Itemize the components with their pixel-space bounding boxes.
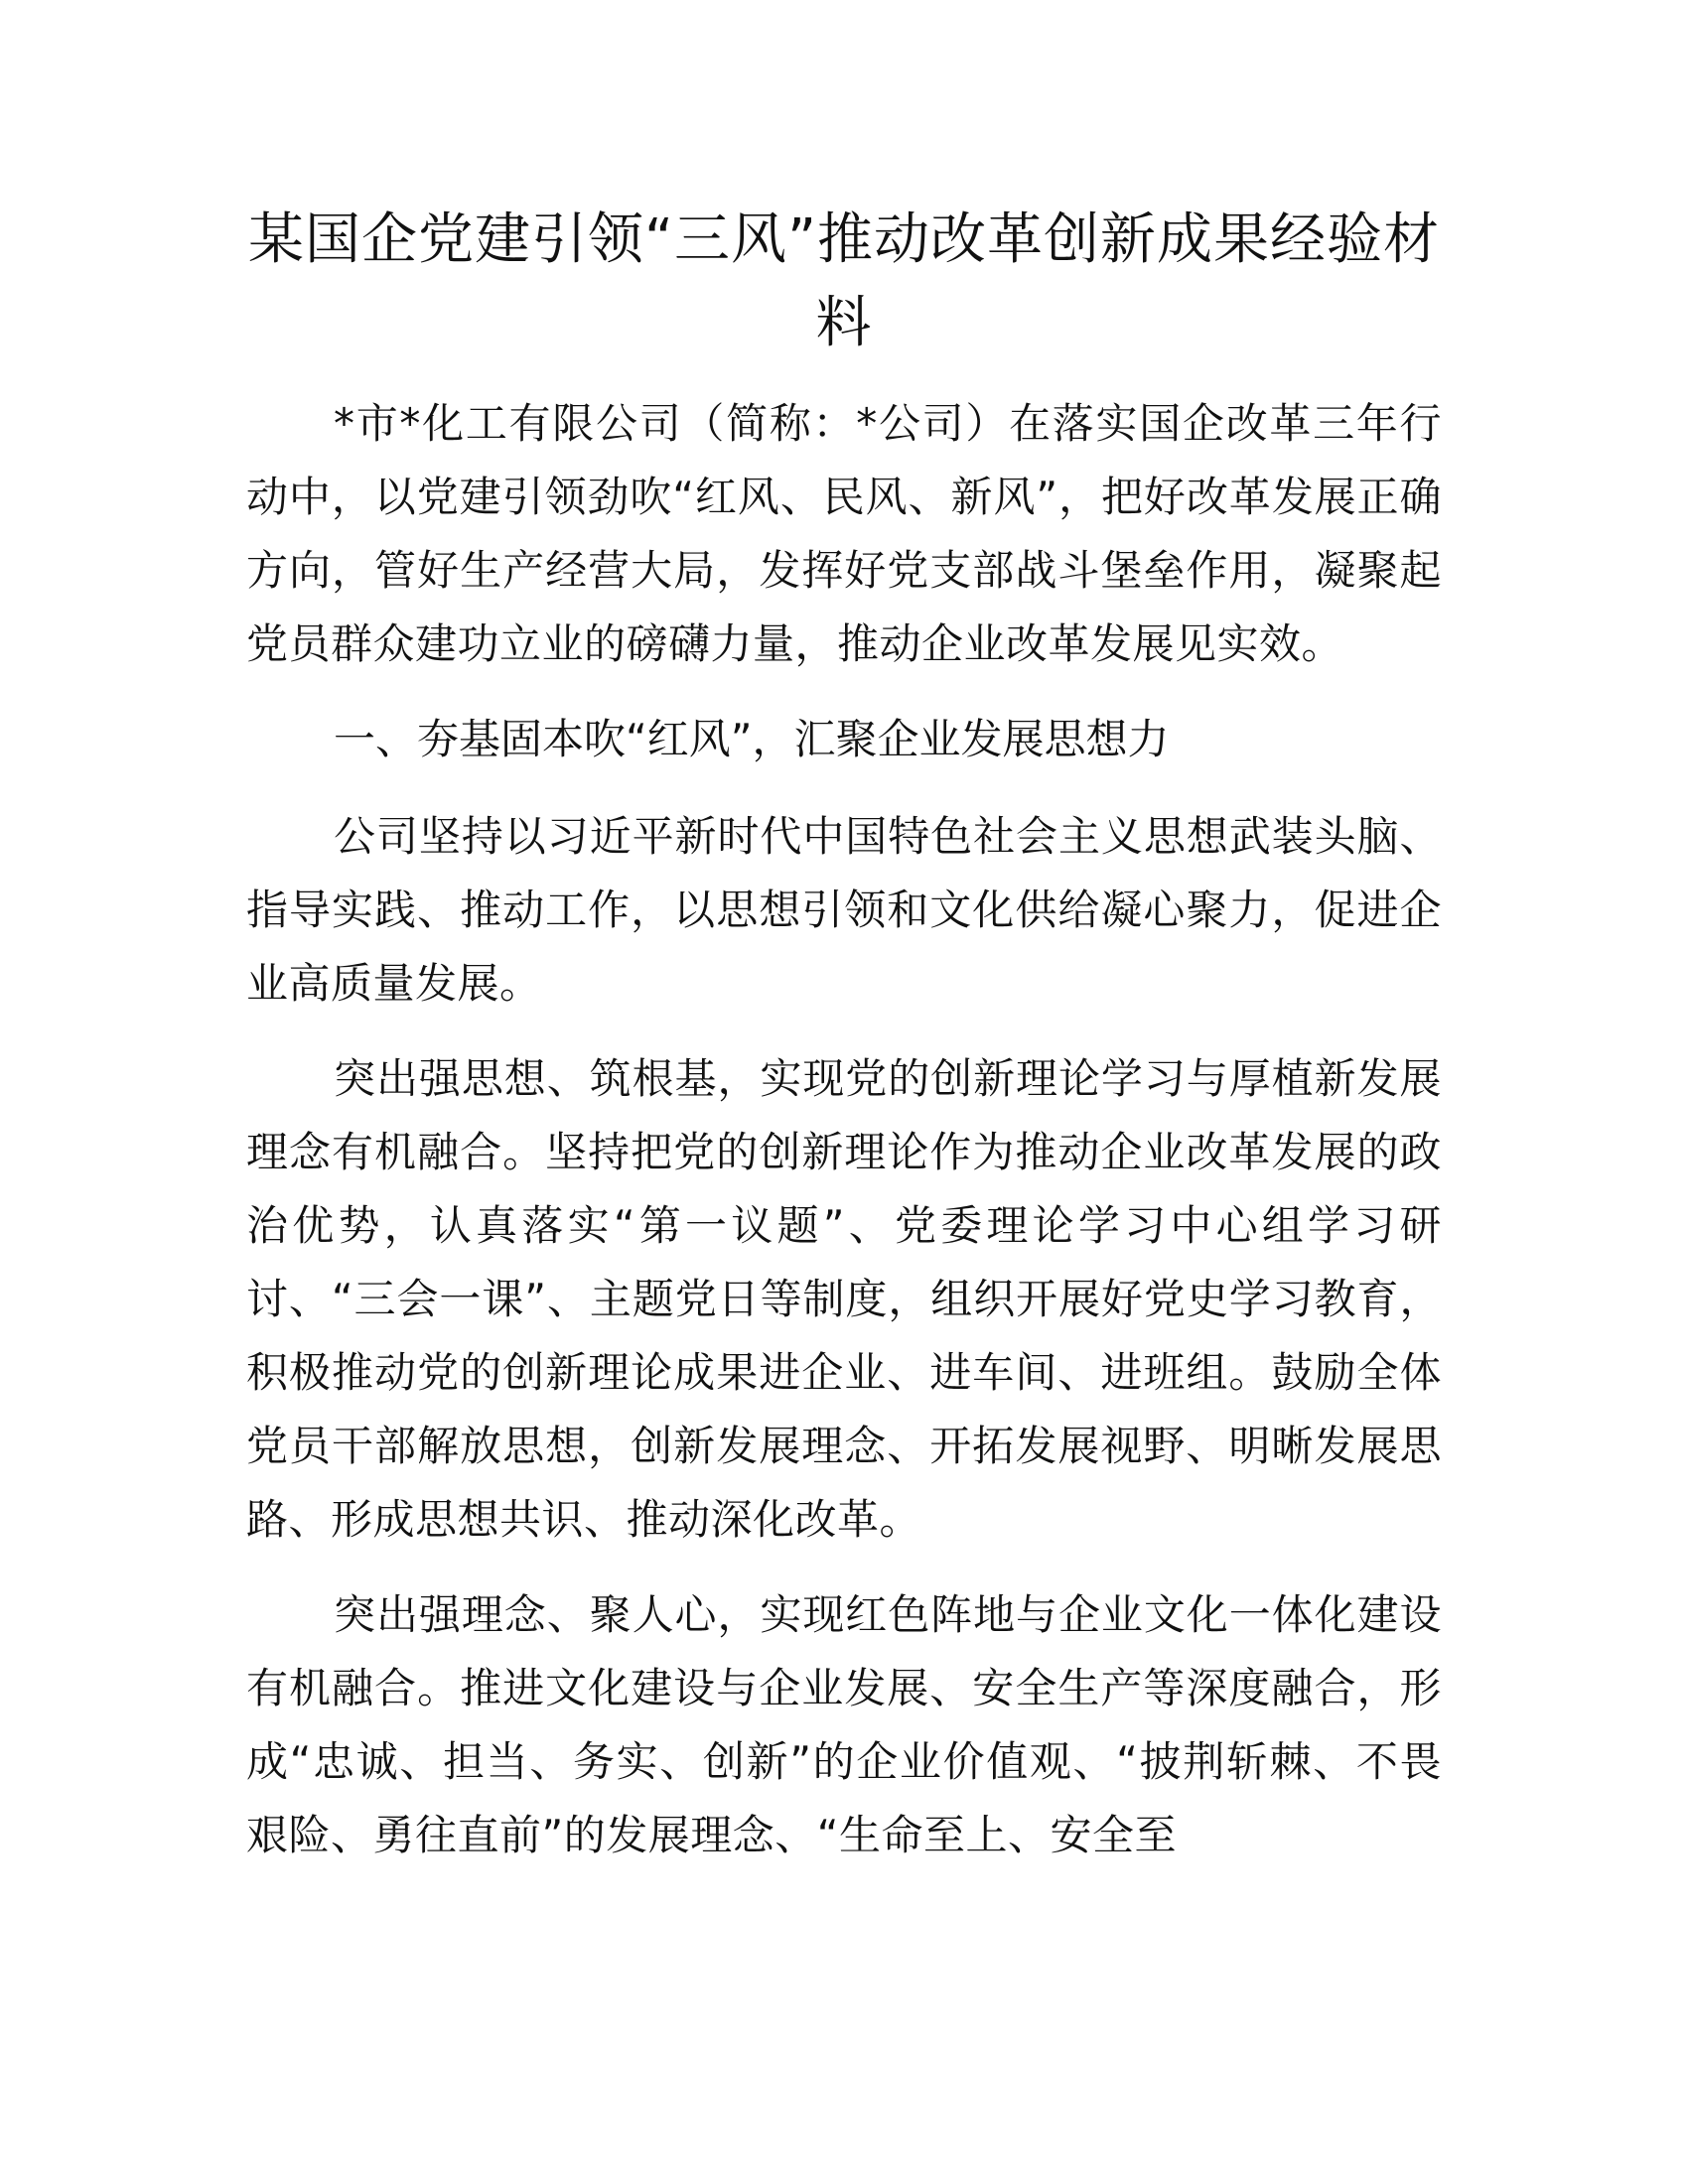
- document-title: 某国企党建引领“三风”推动改革创新成果经验材料: [247, 207, 1441, 355]
- intro-paragraph: *市*化工有限公司（简称：*公司）在落实国企改革三年行动中，以党建引领劲吹“红风、民风、新风”，把好改革发展正确方向，管好生产经营大局，发挥好党支部战斗堡垒作用，凝聚起党员群众建功立业的磅礴力量，推动企业改革发展见实效。: [246, 399, 1442, 668]
- body-paragraph: 突出强理念、聚人心，实现红色阵地与企业文化一体化建设有机融合。推进文化建设与企业发展、安全生产等深度融合，形成“忠诚、担当、务实、创新”的企业价值观、“披荆斩棘、不畏艰险、勇往直前”的发展理念、“生命至上、安全至: [246, 1590, 1442, 1859]
- body-paragraph: 公司坚持以习近平新时代中国特色社会主义思想武装头脑、指导实践、推动工作，以思想引领和文化供给凝心聚力，促进企业高质量发展。: [246, 812, 1442, 1008]
- body-paragraph: 突出强思想、筑根基，实现党的创新理论学习与厚植新发展理念有机融合。坚持把党的创新理论作为推动企业改革发展的政治优势，认真落实“第一议题”、党委理论学习中心组学习研讨、“三会一课”、主题党日等制度，组织开展好党史学习教育，积极推动党的创新理论成果进企业、进车间、进班组。鼓励全体党员干部解放思想，创新发展理念、开拓发展视野、明晰发展思路、形成思想共识、推动深化改革。: [246, 1054, 1442, 1544]
- section-heading-1: 一、夯基固本吹“红风”，汇聚企业发展思想力: [334, 715, 1170, 763]
- document-body: [246, 387, 1442, 1894]
